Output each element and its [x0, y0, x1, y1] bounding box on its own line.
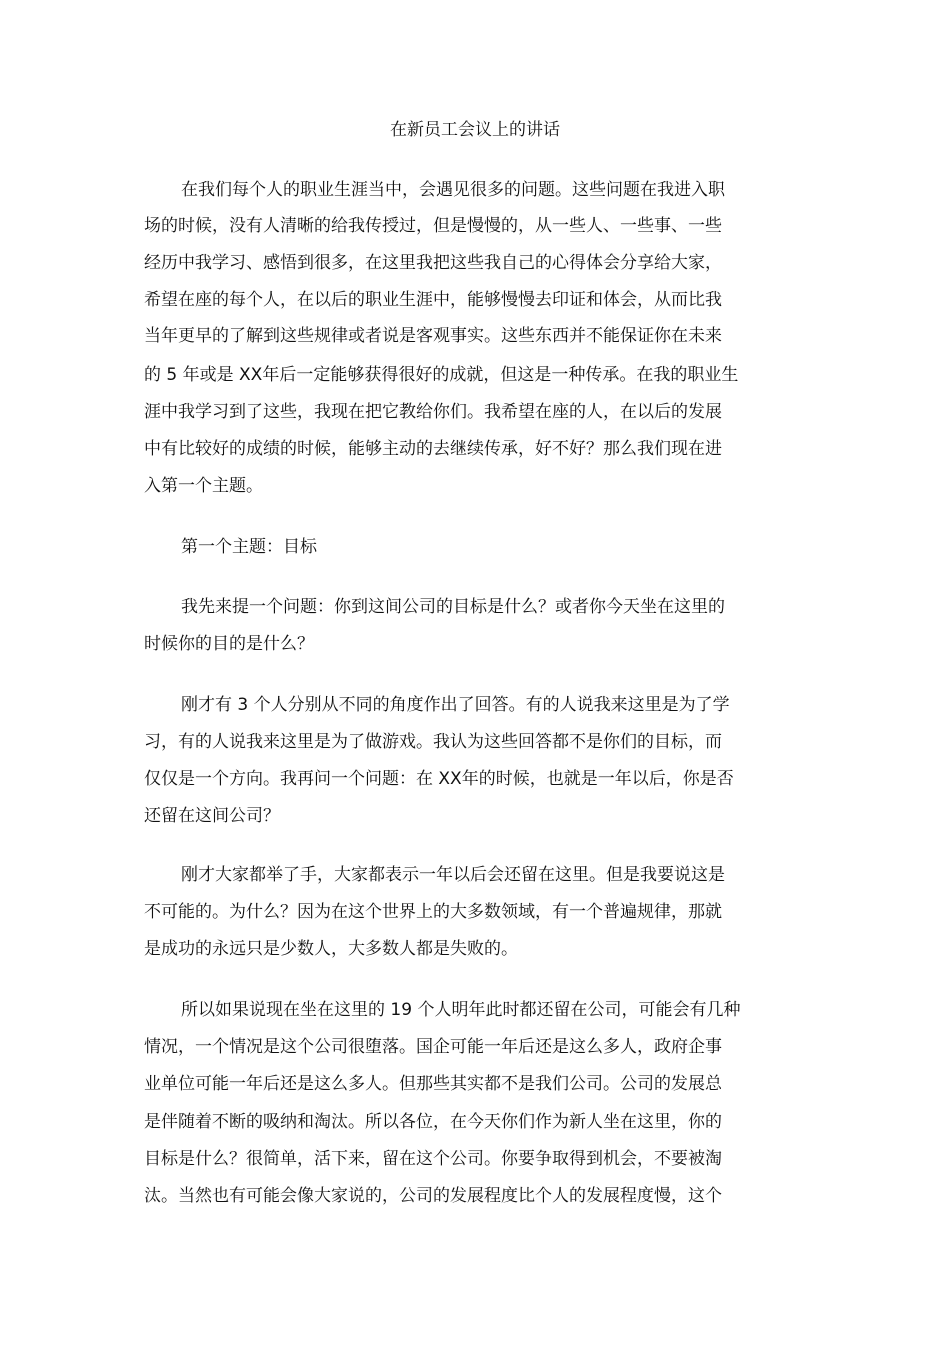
paragraph-line: 仅仅是一个方向。我再问一个问题：在 XX年的时候，也就是一年以后，你是否 — [144, 769, 734, 789]
paragraph-line: 场的时候，没有人清晰的给我传授过，但是慢慢的，从一些人、一些事、一些 — [144, 216, 722, 236]
paragraph-line: 刚才大家都举了手，大家都表示一年以后会还留在这里。但是我要说这是 — [181, 865, 725, 885]
paragraph-line: 还留在这间公司？ — [144, 806, 280, 826]
paragraph-line: 时候你的目的是什么？ — [144, 634, 314, 654]
paragraph-line: 我先来提一个问题：你到这间公司的目标是什么？或者你今天坐在这里的 — [181, 597, 725, 617]
paragraph-line: 涯中我学习到了这些，我现在把它教给你们。我希望在座的人，在以后的发展 — [144, 402, 722, 422]
paragraph-line: 汰。当然也有可能会像大家说的，公司的发展程度比个人的发展程度慢，这个 — [144, 1186, 722, 1206]
paragraph-line: 经历中我学习、感悟到很多，在这里我把这些我自己的心得体会分享给大家， — [144, 253, 722, 273]
paragraph-line: 不可能的。为什么？因为在这个世界上的大多数领域，有一个普遍规律，那就 — [144, 902, 722, 922]
paragraph-line: 是成功的永远只是少数人，大多数人都是失败的。 — [144, 939, 518, 959]
paragraph-line: 习，有的人说我来这里是为了做游戏。我认为这些回答都不是你们的目标，而 — [144, 732, 722, 752]
section-heading: 第一个主题：目标 — [181, 537, 317, 557]
paragraph-line: 刚才有 3 个人分别从不同的角度作出了回答。有的人说我来这里是为了学 — [181, 695, 730, 715]
document-title: 在新员工会议上的讲话 — [390, 120, 560, 140]
paragraph-line: 业单位可能一年后还是这么多人。但那些其实都不是我们公司。公司的发展总 — [144, 1074, 722, 1094]
paragraph-line: 当年更早的了解到这些规律或者说是客观事实。这些东西并不能保证你在未来 — [144, 326, 722, 346]
paragraph-line: 希望在座的每个人，在以后的职业生涯中，能够慢慢去印证和体会，从而比我 — [144, 290, 722, 310]
paragraph-line: 目标是什么？很简单，活下来，留在这个公司。你要争取得到机会，不要被淘 — [144, 1149, 722, 1169]
paragraph-line: 入第一个主题。 — [144, 476, 263, 496]
paragraph-line: 所以如果说现在坐在这里的 19 个人明年此时都还留在公司，可能会有几种 — [181, 1000, 741, 1020]
paragraph-line: 中有比较好的成绩的时候，能够主动的去继续传承，好不好？那么我们现在进 — [144, 439, 722, 459]
paragraph-line: 的 5 年或是 XX年后一定能够获得很好的成就，但这是一种传承。在我的职业生 — [144, 365, 739, 385]
paragraph-line: 在我们每个人的职业生涯当中，会遇见很多的问题。这些问题在我进入职 — [181, 180, 725, 200]
paragraph-line: 情况，一个情况是这个公司很堕落。国企可能一年后还是这么多人，政府企事 — [144, 1037, 722, 1057]
paragraph-line: 是伴随着不断的吸纳和淘汰。所以各位，在今天你们作为新人坐在这里，你的 — [144, 1112, 722, 1132]
